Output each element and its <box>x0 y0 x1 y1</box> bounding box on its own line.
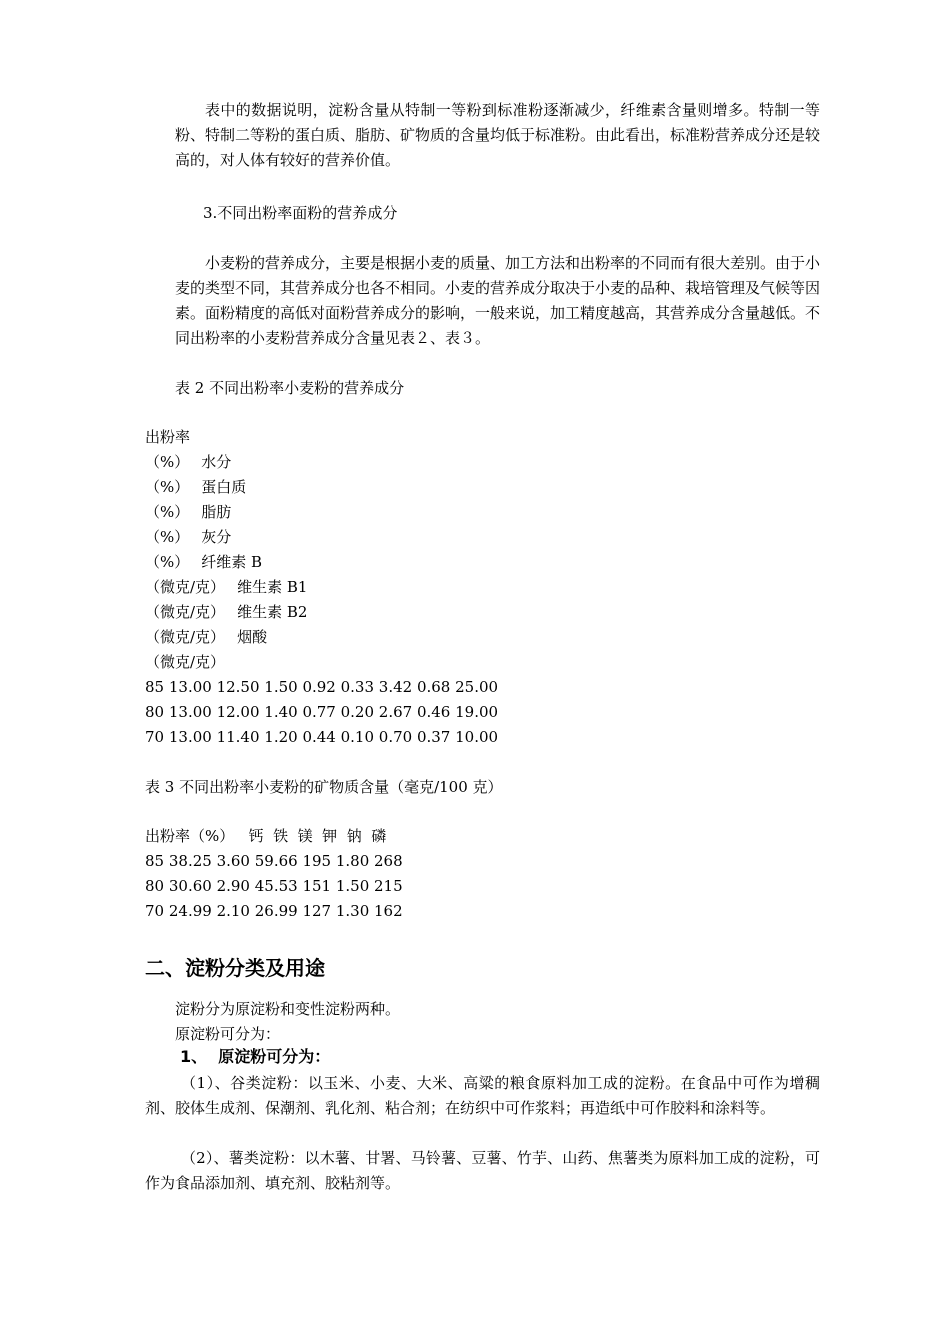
cereal-starch-paragraph: （1）、谷类淀粉：以玉米、小麦、大米、高粱的粮食原料加工成的淀粉。在食品中可作为增稠剂、胶体生成剂、保潮剂、乳化剂、粘合剂；在纺织中可作浆料；再造纸中可作胶料和涂料等。 <box>145 1074 820 1117</box>
intro-paragraph: 表中的数据说明，淀粉含量从特制一等粉到标准粉逐渐减少，纤维素含量则增多。特制一等粉、特制二等粉的蛋白质、脂肪、矿物质的含量均低于标准粉。由此看出，标准粉营养成分还是较高的，对人体有较好的营养价值。 <box>175 101 821 169</box>
table-row: 85 13.00 12.50 1.50 0.92 0.33 3.42 0.68 25.00 <box>145 678 499 696</box>
table-row: 80 30.60 2.90 45.53 151 1.50 215 <box>145 877 403 895</box>
table-2-header-line: （%） 纤维素 B <box>145 553 263 571</box>
starch-types-line: 淀粉分为原淀粉和变性淀粉两种。 <box>175 1000 401 1018</box>
table-3-caption: 表 3 不同出粉率小麦粉的矿物质含量（毫克/100 克） <box>145 778 503 796</box>
table-2-header-line: 出粉率 <box>145 428 191 446</box>
table-row: 70 13.00 11.40 1.20 0.44 0.10 0.70 0.37 10.00 <box>145 728 499 746</box>
table-2-header-line: （微克/克） 烟酸 <box>145 628 268 646</box>
native-starch-subheading: 1、 原淀粉可分为： <box>180 1047 331 1066</box>
table-2-header-line: （%） 蛋白质 <box>145 478 247 496</box>
table-3-header: 出粉率（%） 钙 铁 镁 钾 钠 磷 <box>145 827 387 845</box>
table-2-header-line: （微克/克） 维生素 B2 <box>145 603 308 621</box>
section-3-heading: 3.不同出粉率面粉的营养成分 <box>203 204 398 222</box>
table-row: 85 38.25 3.60 59.66 195 1.80 268 <box>145 852 403 870</box>
section-two-heading: 二、淀粉分类及用途 <box>145 956 325 980</box>
table-2-header-line: （微克/克） 维生素 B1 <box>145 578 308 596</box>
tuber-starch-paragraph: （2）、薯类淀粉：以木薯、甘署、马铃薯、豆薯、竹芋、山药、焦薯类为原料加工成的淀粉，可作为食品添加剂、填充剂、胶粘剂等。 <box>145 1149 820 1192</box>
table-row: 80 13.00 12.00 1.40 0.77 0.20 2.67 0.46 19.00 <box>145 703 499 721</box>
native-starch-line: 原淀粉可分为： <box>175 1025 281 1043</box>
section-3-paragraph: 小麦粉的营养成分，主要是根据小麦的质量、加工方法和出粉率的不同而有很大差别。由于小麦的类型不同，其营养成分也各不相同。小麦的营养成分取决于小麦的品种、栽培管理及气候等因素。面粉精度的高低对面粉营养成分的影响，一般来说，加工精度越高，其营养成分含量越低。不同出粉率的小麦粉营养成分含量见表２、表３。 <box>175 254 821 347</box>
table-2-caption: 表 2 不同出粉率小麦粉的营养成分 <box>175 379 405 397</box>
table-2-header-line: （%） 灰分 <box>145 528 232 546</box>
table-2-header-line: （微克/克） <box>145 653 226 671</box>
table-2-header-line: （%） 水分 <box>145 453 232 471</box>
table-2-header-line: （%） 脂肪 <box>145 503 232 521</box>
table-row: 70 24.99 2.10 26.99 127 1.30 162 <box>145 902 403 920</box>
